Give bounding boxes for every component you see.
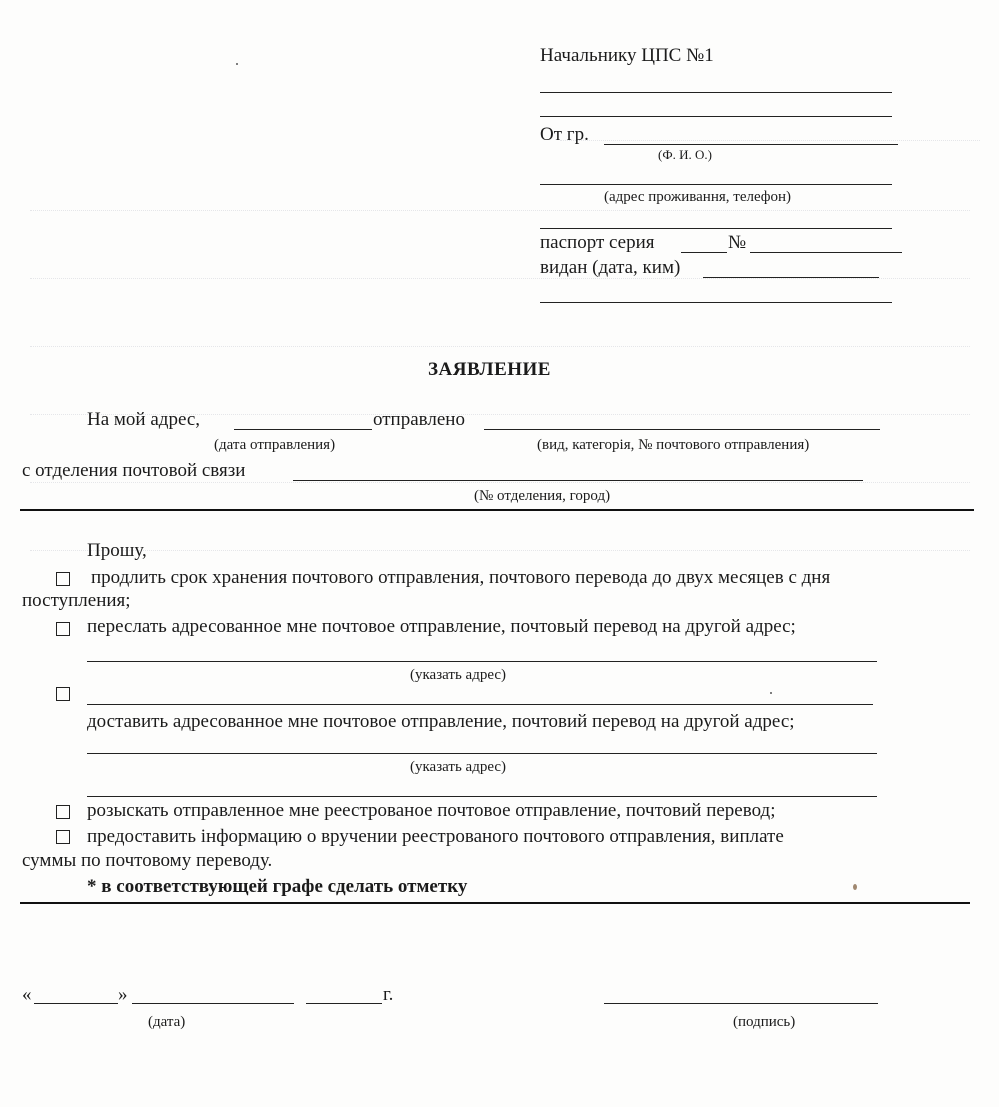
recipient-fill-line[interactable] [540, 92, 892, 93]
send-date-caption: (дата отправления) [214, 437, 336, 453]
passport-number-fill[interactable] [750, 252, 902, 253]
forward-address-fill[interactable] [87, 661, 877, 662]
checkbox-deliver[interactable] [56, 687, 70, 701]
document-title: ЗАЯВЛЕНИЕ [428, 359, 551, 380]
send-date-fill[interactable] [234, 429, 372, 430]
office-fill-line[interactable] [293, 480, 863, 481]
issued-fill-line[interactable] [703, 277, 879, 278]
checkbox-extend-storage[interactable] [56, 572, 70, 586]
shipment-kind-fill[interactable] [484, 429, 880, 430]
address-fill-line-2[interactable] [540, 228, 892, 229]
bleed-through-line [30, 278, 970, 279]
my-address-label: На мой адрес, [87, 409, 201, 430]
section-divider [20, 509, 974, 511]
forward-address-caption: (указать адрес) [410, 667, 507, 683]
option-extend-storage-cont: поступления; [22, 590, 131, 611]
deliver-address-fill-2[interactable] [87, 796, 877, 797]
deliver-address-fill[interactable] [87, 753, 877, 754]
address-caption: (адрес проживання, телефон) [604, 189, 792, 205]
passport-label: паспорт серия [540, 232, 655, 253]
passport-series-fill[interactable] [681, 252, 727, 253]
checkbox-forward[interactable] [56, 622, 70, 636]
quote-close: » [118, 984, 128, 1005]
request-label: Прошу, [87, 540, 147, 561]
bleed-through-line [30, 550, 970, 551]
deliver-fill-line[interactable] [87, 704, 873, 705]
bleed-through-line [560, 140, 980, 141]
bleed-through-line [30, 346, 970, 347]
office-caption: (№ отделения, город) [474, 488, 611, 504]
recipient-fill-line-2[interactable] [540, 116, 892, 117]
from-label: От гр. [540, 124, 589, 145]
deliver-address-caption: (указать адрес) [410, 759, 507, 775]
signature-caption: (подпись) [733, 1014, 796, 1030]
fio-caption: (Ф. И. О.) [658, 147, 712, 162]
recipient-line: Начальнику ЦПС №1 [540, 45, 714, 66]
bleed-through-line [30, 210, 970, 211]
option-deliver: доставить адресованное мне почтовое отправление, почтовий перевод на другой адрес; [87, 711, 795, 732]
mark-note: * в соответствующей графе сделать отметку [87, 876, 468, 897]
signature-fill[interactable] [604, 1003, 878, 1004]
address-fill-line[interactable] [540, 184, 892, 185]
shipment-kind-caption: (вид, категорія, № почтового отправления) [537, 437, 810, 453]
checkbox-info[interactable] [56, 830, 70, 844]
scan-speck [853, 884, 857, 890]
option-info: предоставить інформацию о вручении реестрованого почтового отправления, виплате [87, 826, 784, 847]
option-search: розыскать отправленное мне реестрованое почтовое отправление, почтовий перевод; [87, 800, 776, 821]
day-fill[interactable] [34, 1003, 118, 1004]
option-forward: переслать адресованное мне почтовое отправление, почтовый перевод на другой адрес; [87, 616, 796, 637]
option-info-cont: суммы по почтовому переводу. [22, 850, 273, 871]
scan-speck [236, 63, 238, 65]
sent-label: отправлено [373, 409, 465, 430]
quote-open: « [22, 984, 32, 1005]
number-sign: № [728, 232, 747, 253]
option-extend-storage: продлить срок хранения почтового отправления, почтового перевода до двух месяцев с дня [91, 567, 831, 588]
year-fill[interactable] [306, 1003, 382, 1004]
issued-fill-line-2[interactable] [540, 302, 892, 303]
scan-speck [770, 692, 772, 694]
from-office-label: с отделения почтовой связи [22, 460, 246, 481]
year-suffix: г. [383, 984, 394, 1005]
bleed-through-line [30, 482, 970, 483]
fio-fill-line[interactable] [604, 144, 898, 145]
section-divider-2 [20, 902, 970, 904]
checkbox-search[interactable] [56, 805, 70, 819]
issued-label: видан (дата, ким) [540, 257, 681, 278]
month-fill[interactable] [132, 1003, 294, 1004]
date-caption: (дата) [148, 1014, 186, 1030]
